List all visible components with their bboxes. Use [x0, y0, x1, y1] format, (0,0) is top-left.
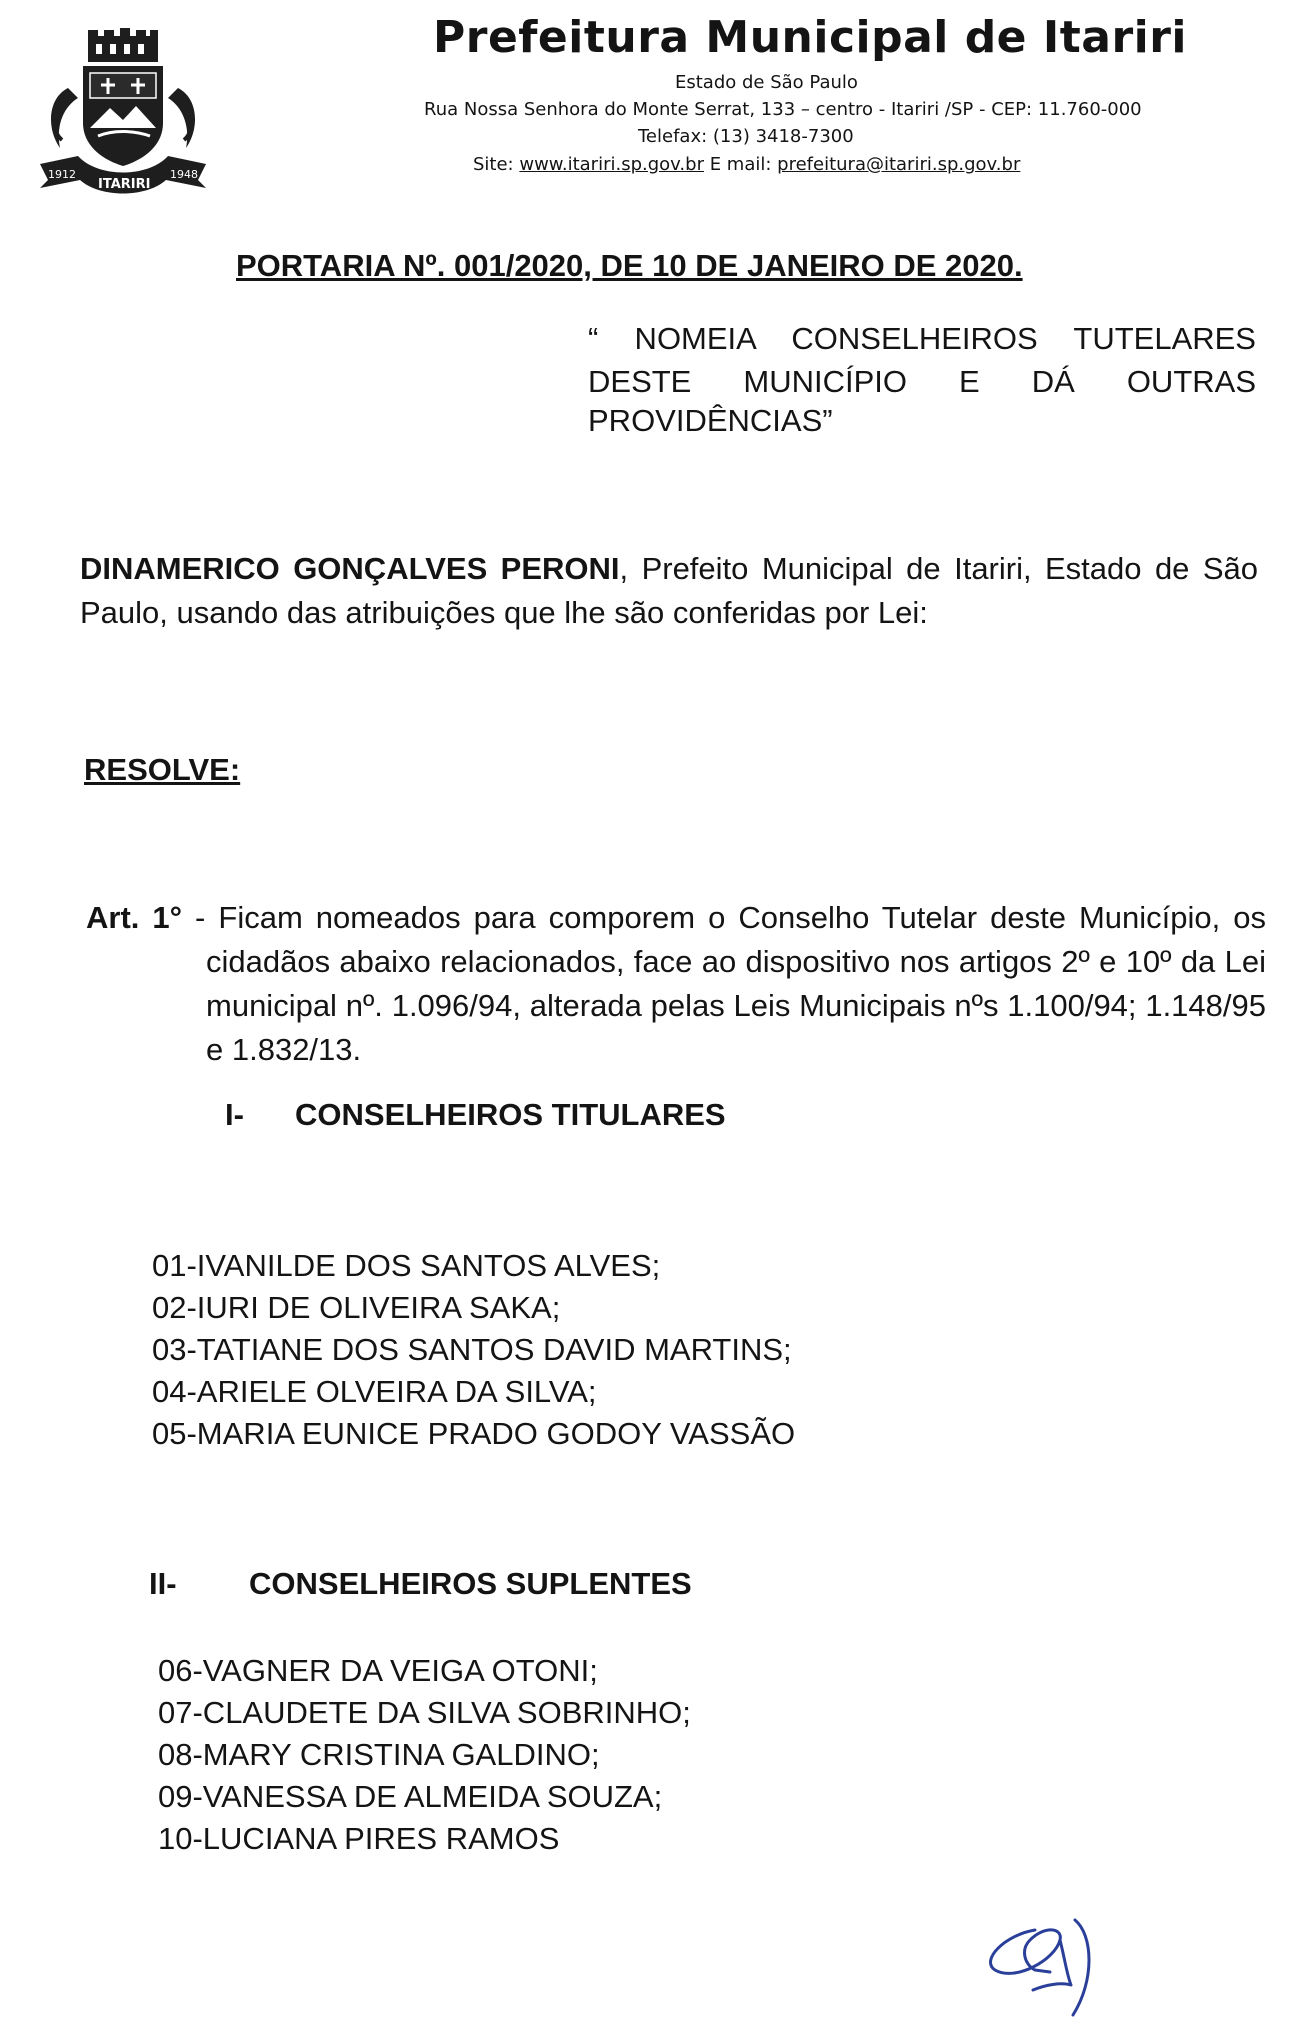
letterhead-title: Prefeitura Municipal de Itariri — [433, 12, 1188, 63]
suplentes-list — [158, 1650, 691, 1860]
article-1-label: Art. 1° — [86, 900, 183, 935]
letterhead-state: Estado de São Paulo — [675, 72, 858, 93]
site-link[interactable]: www.itariri.sp.gov.br — [519, 154, 704, 175]
list-item: 07-CLAUDETE DA SILVA SOBRINHO; — [158, 1695, 691, 1730]
section-title: CONSELHEIROS SUPLENTES — [249, 1566, 692, 1601]
email-link[interactable]: prefeitura@itariri.sp.gov.br — [777, 154, 1021, 175]
email-label: E mail: — [703, 154, 778, 175]
list-item: 06-VAGNER DA VEIGA OTONI; — [158, 1653, 598, 1688]
list-item: 01-IVANILDE DOS SANTOS ALVES; — [152, 1248, 661, 1283]
section-titulares-heading — [225, 1097, 726, 1133]
section-number: I- — [225, 1097, 244, 1132]
coat-of-arms-icon — [38, 28, 208, 198]
list-item: 10-LUCIANA PIRES RAMOS — [158, 1821, 560, 1856]
section-suplentes-heading — [149, 1566, 692, 1602]
list-item: 05-MARIA EUNICE PRADO GODOY VASSÃO — [152, 1416, 796, 1451]
crest-year-left: 1912 — [48, 168, 76, 181]
article-1 — [86, 896, 1266, 1072]
portaria-heading: PORTARIA Nº. 001/2020, DE 10 DE JANEIRO DE 2020. — [236, 248, 1023, 283]
mayor-name: DINAMERICO GONÇALVES PERONI — [80, 551, 620, 586]
article-1-text: - Ficam nomeados para comporem o Conselho Tutelar deste Município, os cidadãos abaixo relacionados, face ao dispositivo nos artigos 2º e 10º da Lei municipal nº. 1.096/94, alterada pelas Leis Municipais nºs 1.100/94; 1.148/95 e 1.832/13. — [182, 900, 1266, 1067]
ementa — [588, 317, 1256, 403]
letterhead-address: Rua Nossa Senhora do Monte Serrat, 133 – centro - Itariri /SP - CEP: 11.760-000 — [424, 99, 1142, 120]
letterhead-phone: Telefax: (13) 3418-7300 — [638, 126, 854, 147]
ementa-line-last: PROVIDÊNCIAS” — [588, 403, 833, 438]
site-label: Site: — [473, 154, 520, 175]
titulares-list — [152, 1245, 795, 1455]
signature-icon — [975, 1890, 1125, 2020]
list-item: 09-VANESSA DE ALMEIDA SOUZA; — [158, 1779, 663, 1814]
list-item: 02-IURI DE OLIVEIRA SAKA; — [152, 1290, 561, 1325]
ementa-line: “ NOMEIA CONSELHEIROS TUTELARES — [588, 321, 1256, 356]
list-item: 08-MARY CRISTINA GALDINO; — [158, 1737, 600, 1772]
crest-banner-text: ITARIRI — [98, 177, 151, 192]
section-number: II- — [149, 1566, 177, 1601]
ementa-line: DESTE MUNICÍPIO E DÁ OUTRAS — [588, 364, 1256, 399]
list-item: 03-TATIANE DOS SANTOS DAVID MARTINS; — [152, 1332, 792, 1367]
section-title: CONSELHEIROS TITULARES — [295, 1097, 726, 1132]
resolve-heading: RESOLVE: — [84, 752, 241, 787]
crest-year-right: 1948 — [170, 168, 198, 181]
letterhead-contact — [473, 154, 1020, 175]
intro-text: , Prefeito Municipal de Itariri, Estado de São Paulo, usando das atribuições que lhe são conferidas por Lei: — [80, 551, 1259, 630]
intro-paragraph — [80, 547, 1258, 635]
list-item: 04-ARIELE OLVEIRA DA SILVA; — [152, 1374, 597, 1409]
